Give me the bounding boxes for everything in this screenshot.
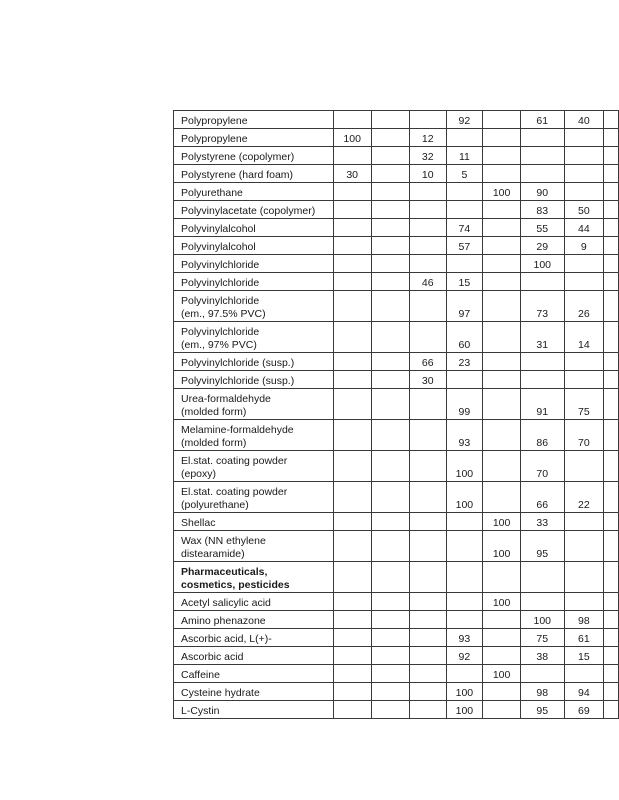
truncated-edge-cell	[604, 219, 619, 237]
value-cell-col3	[409, 593, 446, 611]
value-cell-col2	[371, 353, 409, 371]
truncated-edge-cell	[604, 111, 619, 129]
truncated-edge-cell	[604, 513, 619, 531]
value-cell-col6: 95	[520, 531, 564, 562]
value-cell-col2	[371, 513, 409, 531]
table-row	[174, 237, 619, 255]
value-cell-col7: 61	[564, 629, 604, 647]
value-cell-col3	[409, 201, 446, 219]
value-cell-col1: 100	[333, 129, 371, 147]
section-header-cell: Pharmaceuticals, cosmetics, pesticides	[174, 562, 334, 593]
value-cell-col7: 40	[564, 111, 604, 129]
table-row	[174, 353, 619, 371]
truncated-edge-cell	[604, 322, 619, 353]
value-cell-col7	[564, 665, 604, 683]
value-cell-col3	[409, 665, 446, 683]
value-cell-col1	[333, 562, 371, 593]
value-cell-col1	[333, 371, 371, 389]
substance-name-cell: Shellac	[174, 513, 334, 531]
substance-name-cell: Amino phenazone	[174, 611, 334, 629]
value-cell-col2	[371, 371, 409, 389]
value-cell-col1	[333, 255, 371, 273]
table-row	[174, 665, 619, 683]
value-cell-col3	[409, 111, 446, 129]
value-cell-col2	[371, 201, 409, 219]
value-cell-col1	[333, 201, 371, 219]
value-cell-col3	[409, 531, 446, 562]
truncated-edge-cell	[604, 201, 619, 219]
table-row	[174, 451, 619, 482]
truncated-edge-cell	[604, 701, 619, 719]
value-cell-col2	[371, 147, 409, 165]
value-cell-col4: 92	[446, 111, 483, 129]
substance-name-cell: Melamine-formaldehyde (molded form)	[174, 420, 334, 451]
value-cell-col1	[333, 531, 371, 562]
truncated-edge-cell	[604, 353, 619, 371]
value-cell-col6: 91	[520, 389, 564, 420]
value-cell-col6	[520, 129, 564, 147]
substance-name-cell: Caffeine	[174, 665, 334, 683]
value-cell-col5: 100	[483, 593, 521, 611]
value-cell-col7: 14	[564, 322, 604, 353]
truncated-edge-cell	[604, 531, 619, 562]
value-cell-col1	[333, 111, 371, 129]
value-cell-col5	[483, 389, 521, 420]
value-cell-col1	[333, 183, 371, 201]
substance-name-cell: Polyvinylchloride (susp.)	[174, 353, 334, 371]
truncated-edge-cell	[604, 562, 619, 593]
value-cell-col3: 32	[409, 147, 446, 165]
value-cell-col3	[409, 701, 446, 719]
value-cell-col5: 100	[483, 531, 521, 562]
table-row	[174, 201, 619, 219]
value-cell-col5	[483, 371, 521, 389]
value-cell-col4: 15	[446, 273, 483, 291]
value-cell-col3	[409, 420, 446, 451]
value-cell-col5: 100	[483, 183, 521, 201]
substance-name-cell: Ascorbic acid	[174, 647, 334, 665]
truncated-edge-cell	[604, 683, 619, 701]
value-cell-col1: 30	[333, 165, 371, 183]
value-cell-col6: 66	[520, 482, 564, 513]
value-cell-col6	[520, 273, 564, 291]
value-cell-col7	[564, 531, 604, 562]
value-cell-col1	[333, 322, 371, 353]
value-cell-col4	[446, 129, 483, 147]
substance-name-cell: Cysteine hydrate	[174, 683, 334, 701]
substance-name-cell: Acetyl salicylic acid	[174, 593, 334, 611]
value-cell-col4: 100	[446, 451, 483, 482]
value-cell-col7: 22	[564, 482, 604, 513]
table-row	[174, 683, 619, 701]
value-cell-col5: 100	[483, 513, 521, 531]
table-row	[174, 129, 619, 147]
value-cell-col4	[446, 531, 483, 562]
value-cell-col7	[564, 513, 604, 531]
truncated-edge-cell	[604, 371, 619, 389]
value-cell-col6: 29	[520, 237, 564, 255]
value-cell-col3	[409, 451, 446, 482]
truncated-edge-cell	[604, 611, 619, 629]
value-cell-col6: 70	[520, 451, 564, 482]
table-row	[174, 531, 619, 562]
substance-name-cell: Polyvinylalcohol	[174, 237, 334, 255]
substance-name-cell: El.stat. coating powder (polyurethane)	[174, 482, 334, 513]
value-cell-col7: 50	[564, 201, 604, 219]
table-row	[174, 420, 619, 451]
table-row	[174, 482, 619, 513]
value-cell-col3: 30	[409, 371, 446, 389]
value-cell-col2	[371, 611, 409, 629]
substance-name-cell: Polyvinylchloride (em., 97.5% PVC)	[174, 291, 334, 322]
value-cell-col2	[371, 129, 409, 147]
value-cell-col7: 70	[564, 420, 604, 451]
value-cell-col2	[371, 482, 409, 513]
value-cell-col3	[409, 482, 446, 513]
value-cell-col6: 38	[520, 647, 564, 665]
value-cell-col1	[333, 420, 371, 451]
value-cell-col1	[333, 513, 371, 531]
truncated-edge-cell	[604, 482, 619, 513]
value-cell-col3	[409, 183, 446, 201]
value-cell-col4: 100	[446, 683, 483, 701]
value-cell-col6	[520, 147, 564, 165]
value-cell-col5	[483, 647, 521, 665]
value-cell-col1	[333, 147, 371, 165]
truncated-edge-cell	[604, 291, 619, 322]
truncated-edge-cell	[604, 237, 619, 255]
value-cell-col5	[483, 201, 521, 219]
substance-name-cell: Polyurethane	[174, 183, 334, 201]
value-cell-col5	[483, 353, 521, 371]
value-cell-col2	[371, 683, 409, 701]
value-cell-col3	[409, 291, 446, 322]
value-cell-col7	[564, 165, 604, 183]
value-cell-col7	[564, 371, 604, 389]
value-cell-col1	[333, 593, 371, 611]
value-cell-col5	[483, 611, 521, 629]
value-cell-col3: 10	[409, 165, 446, 183]
substance-name-cell: Polyvinylchloride	[174, 255, 334, 273]
value-cell-col5	[483, 683, 521, 701]
table-row	[174, 611, 619, 629]
value-cell-col4: 100	[446, 482, 483, 513]
value-cell-col3	[409, 237, 446, 255]
value-cell-col4: 92	[446, 647, 483, 665]
value-cell-col3	[409, 219, 446, 237]
value-cell-col6	[520, 593, 564, 611]
truncated-edge-cell	[604, 629, 619, 647]
value-cell-col7	[564, 593, 604, 611]
substance-name-cell: L-Cystin	[174, 701, 334, 719]
value-cell-col4	[446, 183, 483, 201]
value-cell-col5	[483, 562, 521, 593]
table-row	[174, 593, 619, 611]
value-cell-col1	[333, 482, 371, 513]
value-cell-col7	[564, 562, 604, 593]
value-cell-col1	[333, 683, 371, 701]
value-cell-col6: 55	[520, 219, 564, 237]
truncated-edge-cell	[604, 420, 619, 451]
value-cell-col4: 74	[446, 219, 483, 237]
value-cell-col6: 90	[520, 183, 564, 201]
value-cell-col4	[446, 201, 483, 219]
table-row	[174, 291, 619, 322]
value-cell-col2	[371, 593, 409, 611]
value-cell-col3: 46	[409, 273, 446, 291]
value-cell-col3: 66	[409, 353, 446, 371]
value-cell-col2	[371, 219, 409, 237]
value-cell-col6: 73	[520, 291, 564, 322]
substance-name-cell: El.stat. coating powder (epoxy)	[174, 451, 334, 482]
value-cell-col4	[446, 513, 483, 531]
value-cell-col6: 75	[520, 629, 564, 647]
value-cell-col5	[483, 111, 521, 129]
substance-name-cell: Polystyrene (copolymer)	[174, 147, 334, 165]
value-cell-col5	[483, 165, 521, 183]
value-cell-col5	[483, 129, 521, 147]
value-cell-col6	[520, 665, 564, 683]
value-cell-col2	[371, 629, 409, 647]
table-row	[174, 255, 619, 273]
value-cell-col2	[371, 273, 409, 291]
value-cell-col4: 5	[446, 165, 483, 183]
value-cell-col6: 31	[520, 322, 564, 353]
value-cell-col4	[446, 665, 483, 683]
value-cell-col5: 100	[483, 665, 521, 683]
value-cell-col4: 93	[446, 420, 483, 451]
value-cell-col5	[483, 273, 521, 291]
substance-name-cell: Polyvinylchloride	[174, 273, 334, 291]
value-cell-col5	[483, 701, 521, 719]
value-cell-col5	[483, 451, 521, 482]
value-cell-col6	[520, 165, 564, 183]
value-cell-col5	[483, 322, 521, 353]
truncated-edge-cell	[604, 165, 619, 183]
value-cell-col7	[564, 273, 604, 291]
value-cell-col4	[446, 611, 483, 629]
value-cell-col1	[333, 451, 371, 482]
value-cell-col5	[483, 291, 521, 322]
value-cell-col2	[371, 111, 409, 129]
table-row	[174, 647, 619, 665]
value-cell-col1	[333, 291, 371, 322]
table-row	[174, 389, 619, 420]
substance-name-cell: Polypropylene	[174, 129, 334, 147]
value-cell-col4: 57	[446, 237, 483, 255]
value-cell-col3	[409, 611, 446, 629]
table-row	[174, 322, 619, 353]
value-cell-col6: 98	[520, 683, 564, 701]
value-cell-col2	[371, 562, 409, 593]
value-cell-col7	[564, 183, 604, 201]
value-cell-col5	[483, 255, 521, 273]
value-cell-col3	[409, 562, 446, 593]
value-cell-col2	[371, 165, 409, 183]
value-cell-col5	[483, 219, 521, 237]
value-cell-col1	[333, 611, 371, 629]
truncated-edge-cell	[604, 593, 619, 611]
value-cell-col5	[483, 420, 521, 451]
table-row	[174, 219, 619, 237]
substance-name-cell: Polyvinylalcohol	[174, 219, 334, 237]
value-cell-col1	[333, 629, 371, 647]
table-row	[174, 273, 619, 291]
substance-name-cell: Polyvinylacetate (copolymer)	[174, 201, 334, 219]
value-cell-col1	[333, 273, 371, 291]
value-cell-col6: 95	[520, 701, 564, 719]
value-cell-col1	[333, 665, 371, 683]
value-cell-col4	[446, 371, 483, 389]
table-row	[174, 165, 619, 183]
table-row	[174, 513, 619, 531]
value-cell-col5	[483, 147, 521, 165]
value-cell-col2	[371, 451, 409, 482]
table-body	[174, 111, 619, 719]
value-cell-col4	[446, 562, 483, 593]
value-cell-col7: 15	[564, 647, 604, 665]
value-cell-col2	[371, 420, 409, 451]
value-cell-col7	[564, 129, 604, 147]
value-cell-col3	[409, 389, 446, 420]
value-cell-col2	[371, 237, 409, 255]
substance-name-cell: Wax (NN ethylene distearamide)	[174, 531, 334, 562]
value-cell-col5	[483, 237, 521, 255]
table-row	[174, 371, 619, 389]
value-cell-col2	[371, 291, 409, 322]
value-cell-col2	[371, 255, 409, 273]
value-cell-col7	[564, 255, 604, 273]
value-cell-col6: 83	[520, 201, 564, 219]
value-cell-col4	[446, 593, 483, 611]
value-cell-col3	[409, 683, 446, 701]
truncated-edge-cell	[604, 647, 619, 665]
value-cell-col4: 23	[446, 353, 483, 371]
value-cell-col6: 100	[520, 255, 564, 273]
value-cell-col7: 44	[564, 219, 604, 237]
value-cell-col7	[564, 353, 604, 371]
truncated-edge-cell	[604, 451, 619, 482]
substance-name-cell: Polystyrene (hard foam)	[174, 165, 334, 183]
table-row	[174, 629, 619, 647]
value-cell-col3	[409, 322, 446, 353]
value-cell-col7: 75	[564, 389, 604, 420]
value-cell-col1	[333, 353, 371, 371]
data-table	[173, 110, 619, 719]
value-cell-col1	[333, 647, 371, 665]
value-cell-col2	[371, 389, 409, 420]
value-cell-col4: 100	[446, 701, 483, 719]
value-cell-col4: 97	[446, 291, 483, 322]
value-cell-col6	[520, 562, 564, 593]
value-cell-col3	[409, 255, 446, 273]
value-cell-col2	[371, 531, 409, 562]
substance-name-cell: Polyvinylchloride (susp.)	[174, 371, 334, 389]
value-cell-col4: 93	[446, 629, 483, 647]
value-cell-col7: 94	[564, 683, 604, 701]
value-cell-col7: 9	[564, 237, 604, 255]
substance-name-cell: Ascorbic acid, L(+)-	[174, 629, 334, 647]
value-cell-col2	[371, 701, 409, 719]
truncated-edge-cell	[604, 183, 619, 201]
value-cell-col7: 26	[564, 291, 604, 322]
truncated-edge-cell	[604, 129, 619, 147]
value-cell-col1	[333, 219, 371, 237]
substance-name-cell: Polyvinylchloride (em., 97% PVC)	[174, 322, 334, 353]
value-cell-col7	[564, 147, 604, 165]
truncated-edge-cell	[604, 255, 619, 273]
value-cell-col5	[483, 482, 521, 513]
value-cell-col3	[409, 647, 446, 665]
value-cell-col7: 98	[564, 611, 604, 629]
truncated-edge-cell	[604, 389, 619, 420]
value-cell-col3	[409, 513, 446, 531]
value-cell-col4	[446, 255, 483, 273]
table-row	[174, 111, 619, 129]
value-cell-col7	[564, 451, 604, 482]
truncated-edge-cell	[604, 273, 619, 291]
value-cell-col2	[371, 647, 409, 665]
table-row	[174, 562, 619, 593]
value-cell-col3	[409, 629, 446, 647]
value-cell-col2	[371, 183, 409, 201]
substance-name-cell: Polypropylene	[174, 111, 334, 129]
value-cell-col3: 12	[409, 129, 446, 147]
truncated-edge-cell	[604, 147, 619, 165]
value-cell-col6: 100	[520, 611, 564, 629]
table-row	[174, 183, 619, 201]
value-cell-col6	[520, 353, 564, 371]
value-cell-col6: 61	[520, 111, 564, 129]
table-row	[174, 701, 619, 719]
value-cell-col4: 60	[446, 322, 483, 353]
value-cell-col6	[520, 371, 564, 389]
truncated-edge-cell	[604, 665, 619, 683]
value-cell-col5	[483, 629, 521, 647]
value-cell-col2	[371, 665, 409, 683]
value-cell-col1	[333, 701, 371, 719]
substance-name-cell: Urea-formaldehyde (molded form)	[174, 389, 334, 420]
value-cell-col2	[371, 322, 409, 353]
value-cell-col6: 86	[520, 420, 564, 451]
value-cell-col4: 11	[446, 147, 483, 165]
value-cell-col1	[333, 389, 371, 420]
value-cell-col4: 99	[446, 389, 483, 420]
value-cell-col6: 33	[520, 513, 564, 531]
value-cell-col1	[333, 237, 371, 255]
table-row	[174, 147, 619, 165]
value-cell-col7: 69	[564, 701, 604, 719]
